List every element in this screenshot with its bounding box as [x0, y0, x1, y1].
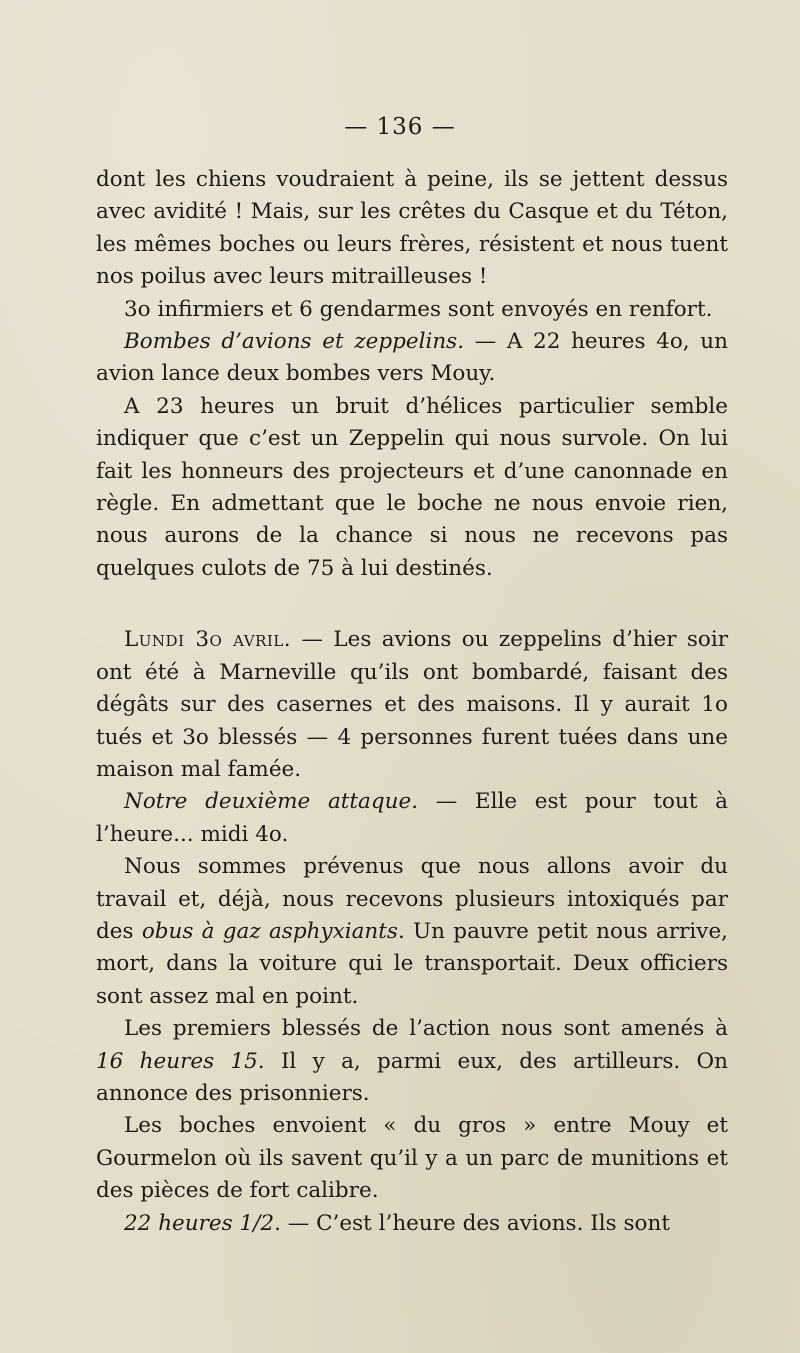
- paragraph-bombs: [96, 326, 728, 391]
- paragraph-second-attack: [96, 786, 728, 851]
- paragraph-wounded-text-a: Les premiers blessés de l’action nous sont amenés à: [124, 1016, 728, 1042]
- paragraph-zeppelin: A 23 heures un bruit d’hélices particulier semble indiquer que c’est un Zeppelin qui nous survole. On lui fait les honneurs des projecteurs et d’une canonnade en règle. En admettant que le boche ne nous envoie rien, nous aurons de la chance si nous ne recevons pas quelques culots de 75 à lui destinés.: [96, 393, 728, 581]
- section-heading-bombs: Bombes d’avions et zeppelins.: [124, 329, 465, 355]
- section-heading-attack: Notre deuxième attaque.: [124, 789, 419, 815]
- paragraph-wounded: [96, 1013, 728, 1110]
- paragraph-shelling: Les boches envoient « du gros » entre Mouy et Gourmelon où ils savent qu’il y a un parc de munitions et des pièces de fort calibre.: [96, 1113, 728, 1204]
- gas-shells-phrase: obus à gaz asphyxiants: [141, 918, 398, 944]
- page-number: — 136 —: [344, 114, 456, 140]
- paragraph-bombs-text: — A 22 heures 4o, un avion lance deux bombes vers Mouy.: [96, 329, 728, 387]
- paragraph-monday: [96, 624, 728, 786]
- time-phrase: 16 heures 15: [96, 1048, 258, 1074]
- paragraph-monday-text: — Les avions ou zeppelins d’hier soir ont été à Marneville qu’ils ont bombardé, faisant des dégâts sur des casernes et des maisons. Il y aurait 1o tués et 3o blessés — 4 personnes furent tuées dans une maison mal famée.: [96, 627, 728, 782]
- body-text: [96, 164, 728, 1240]
- paragraph-gas: [96, 851, 728, 1013]
- paragraph-continuation: dont les chiens voudraient à peine, ils se jettent dessus avec avidité ! Mais, sur les crêtes du Casque et du Téton, les mêmes boches ou leurs frères, résistent et nous tuent nos poilus avec leurs mitrailleuses !: [96, 167, 728, 290]
- paragraph-reinforcements: 3o infirmiers et 6 gendarmes sont envoyés en renfort.: [124, 296, 713, 322]
- paragraph-gas-text-a: Nous sommes prévenus que nous allons avoir du travail et, déjà, nous recevons plusieurs intoxiqués par des: [96, 854, 728, 944]
- date-heading: Lundi 3o avril.: [124, 627, 292, 653]
- paragraph-gas-text-b: . Un pauvre petit nous arrive, mort, dans la voiture qui le transportait. Deux officiers sont assez mal en point.: [96, 918, 729, 1009]
- paragraph-planes-text: . — C’est l’heure des avions. Ils sont: [274, 1210, 670, 1236]
- time-heading: 22 heures 1/2: [124, 1210, 275, 1236]
- paragraph-wounded-text-b: . Il y a, parmi eux, des artilleurs. On annonce des prisonniers.: [96, 1048, 728, 1106]
- paragraph-second-attack-text: — Elle est pour tout à l’heure... midi 4o.: [96, 789, 728, 847]
- paragraph-planes: [96, 1208, 728, 1240]
